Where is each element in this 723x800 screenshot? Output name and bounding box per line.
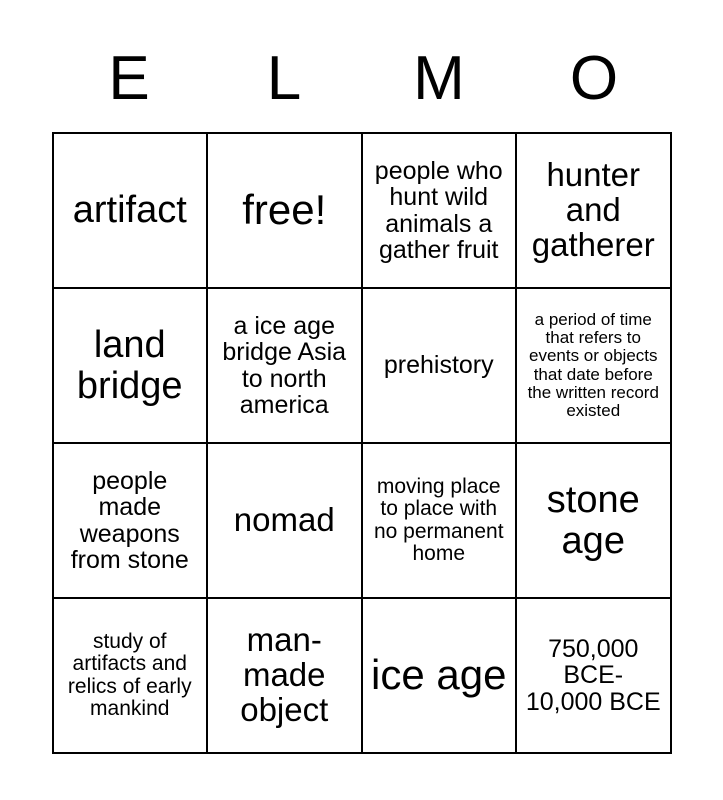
bingo-cell[interactable]: 750,000 BCE- 10,000 BCE [516, 598, 671, 753]
bingo-cell[interactable]: moving place to place with no permanent home [362, 443, 517, 598]
bingo-cell-free[interactable]: free! [207, 133, 362, 288]
header-letter-1: E [108, 44, 150, 113]
bingo-grid [52, 132, 672, 754]
bingo-cell[interactable]: people made weapons from stone [53, 443, 208, 598]
bingo-cell[interactable]: land bridge [53, 288, 208, 443]
bingo-cell[interactable]: hunter and gatherer [516, 133, 671, 288]
bingo-cell[interactable]: artifact [53, 133, 208, 288]
header-letter-2: L [266, 44, 302, 113]
header-letter-4: O [569, 44, 619, 113]
bingo-cell[interactable]: a period of time that refers to events or objects that date before the written record existed [516, 288, 671, 443]
bingo-cell[interactable]: people who hunt wild animals a gather fruit [362, 133, 517, 288]
bingo-cell[interactable]: ice age [362, 598, 517, 753]
bingo-cell[interactable]: man-made object [207, 598, 362, 753]
bingo-row [53, 443, 671, 598]
header-letter-3: M [413, 44, 465, 113]
bingo-header [52, 0, 672, 116]
bingo-row [53, 598, 671, 753]
bingo-row [53, 288, 671, 443]
bingo-cell[interactable]: prehistory [362, 288, 517, 443]
bingo-cell[interactable]: a ice age bridge Asia to north america [207, 288, 362, 443]
bingo-row [53, 133, 671, 288]
bingo-cell[interactable]: nomad [207, 443, 362, 598]
bingo-cell[interactable]: stone age [516, 443, 671, 598]
bingo-cell[interactable]: study of artifacts and relics of early mankind [53, 598, 208, 753]
